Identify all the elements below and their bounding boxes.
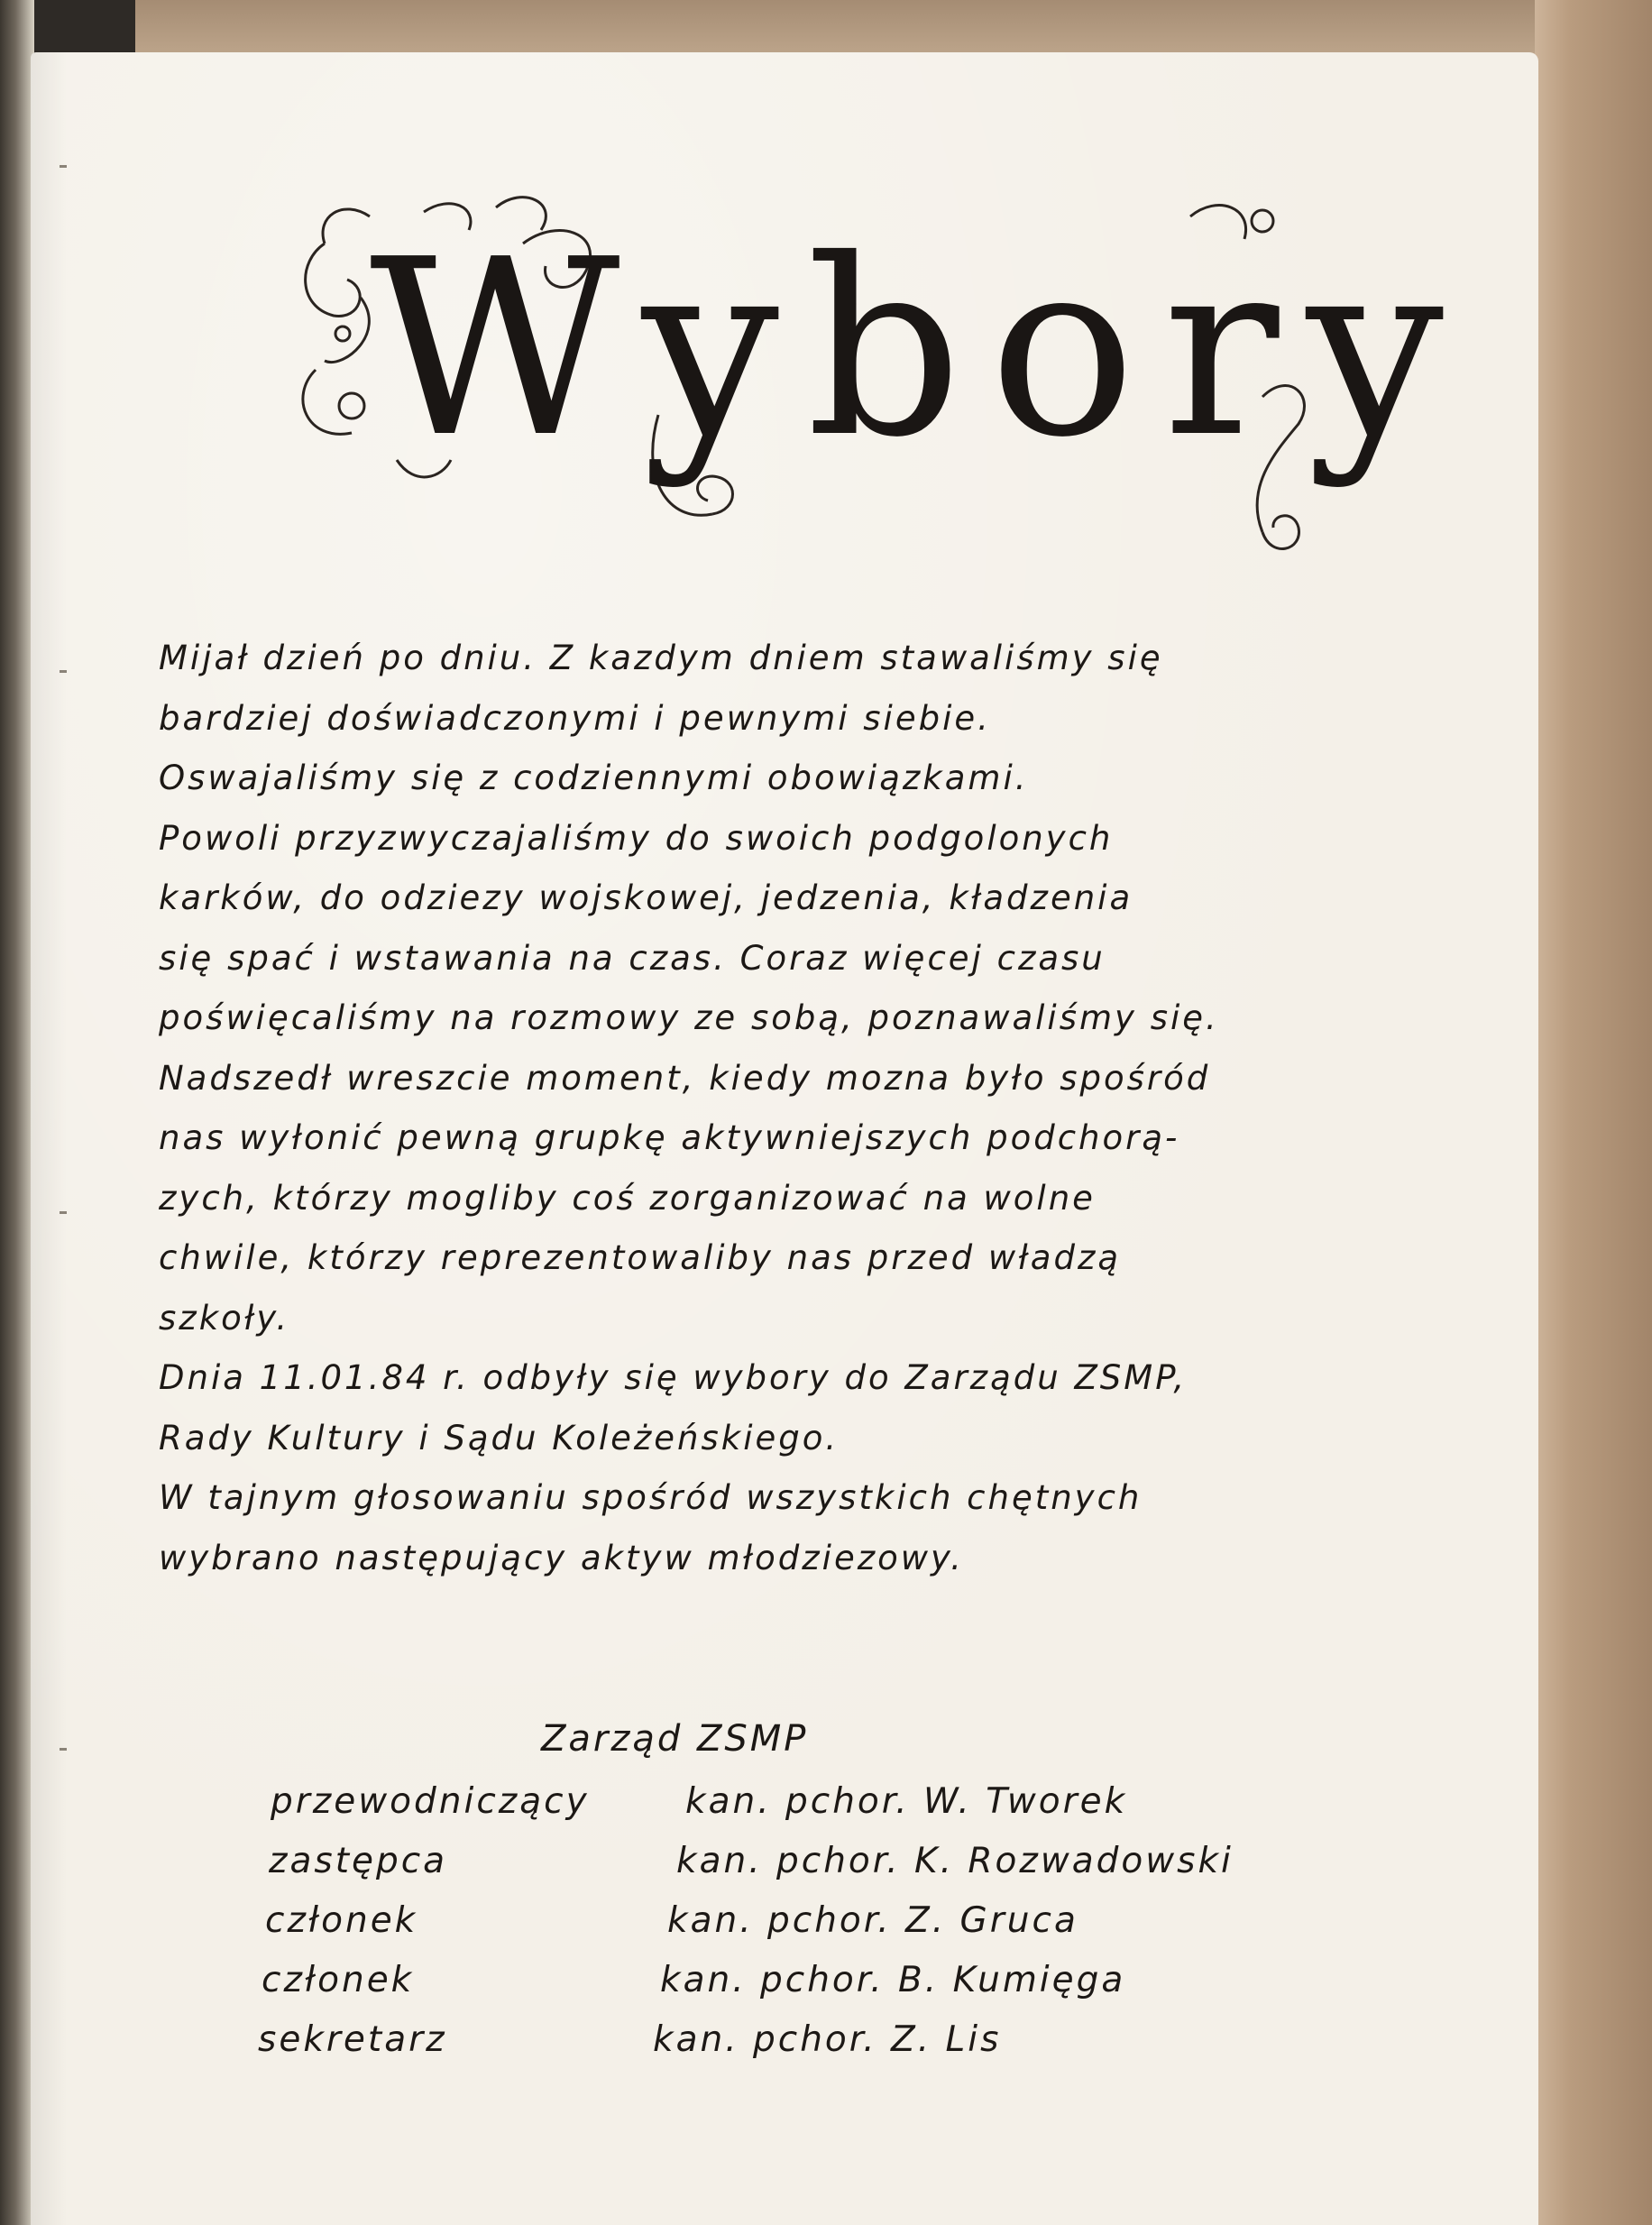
list-item (262, 1781, 1344, 1841)
list-item (262, 1900, 1344, 1960)
text-line: chwile, którzy reprezentowaliby nas przed władzą (159, 1238, 1122, 1277)
text-line: Mijał dzień po dniu. Z kazdym dniem stawaliśmy się (159, 639, 1163, 677)
text-line: Rady Kultury i Sądu Koleżeńskiego. (159, 1418, 840, 1457)
text-line: bardziej doświadczonymi i pewnymi siebie. (159, 698, 991, 738)
binding-mark (60, 165, 67, 168)
text-line: się spać i wstawania na czas. Coraz więcej czasu (159, 938, 1106, 978)
member-role: sekretarz (258, 2019, 447, 2060)
member-role: zastępca (269, 1841, 448, 1881)
section-heading: Zarząd ZSMP (541, 1718, 809, 1760)
book-binding (0, 0, 34, 2225)
list-item (262, 1841, 1344, 1900)
member-role: przewodniczący (271, 1781, 590, 1822)
list-item (262, 1960, 1344, 2019)
body-paragraph (159, 639, 1448, 1598)
member-role: członek (265, 1900, 418, 1941)
text-line: W tajnym głosowaniu spośród wszystkich chętnych (159, 1478, 1143, 1517)
member-name: kan. pchor. B. Kumięga (660, 1960, 1126, 2000)
page-title-ornament (289, 189, 1472, 586)
member-name: kan. pchor. Z. Gruca (667, 1900, 1078, 1941)
text-line: Powoli przyzwyczajaliśmy do swoich podgolonych (159, 818, 1114, 858)
text-line: Nadszedł wreszcie moment, kiedy mozna było spośród (159, 1058, 1211, 1098)
member-role: członek (262, 1960, 415, 2000)
member-list (258, 1781, 1344, 2079)
binding-mark (60, 1748, 67, 1751)
text-line: zych, którzy mogliby coś zorganizować na wolne (159, 1178, 1096, 1218)
binding-mark (60, 1211, 67, 1214)
list-item (258, 2019, 1344, 2079)
text-line: karków, do odziezy wojskowej, jedzenia, kładzenia (159, 878, 1133, 917)
text-line: nas wyłonić pewną grupkę aktywniejszych podchorą- (159, 1118, 1180, 1157)
member-name: kan. pchor. K. Rozwadowski (676, 1841, 1234, 1881)
text-line: szkoły. (159, 1298, 290, 1338)
title-flourish (289, 189, 1472, 586)
text-line: Oswajaliśmy się z codziennymi obowiązkami. (159, 759, 1029, 797)
member-name: kan. pchor. W. Tworek (685, 1781, 1128, 1822)
page-title: Wybory (370, 207, 1472, 491)
text-line: Dnia 11.01.84 r. odbyły się wybory do Zarządu ZSMP, (159, 1358, 1188, 1397)
binding-mark (60, 670, 67, 673)
text-line: poświęcaliśmy na rozmowy ze sobą, poznawaliśmy się. (159, 998, 1219, 1037)
book-cover (1535, 0, 1652, 2225)
member-name: kan. pchor. Z. Lis (653, 2019, 1002, 2060)
text-line: wybrano następujący aktyw młodziezowy. (159, 1538, 964, 1577)
